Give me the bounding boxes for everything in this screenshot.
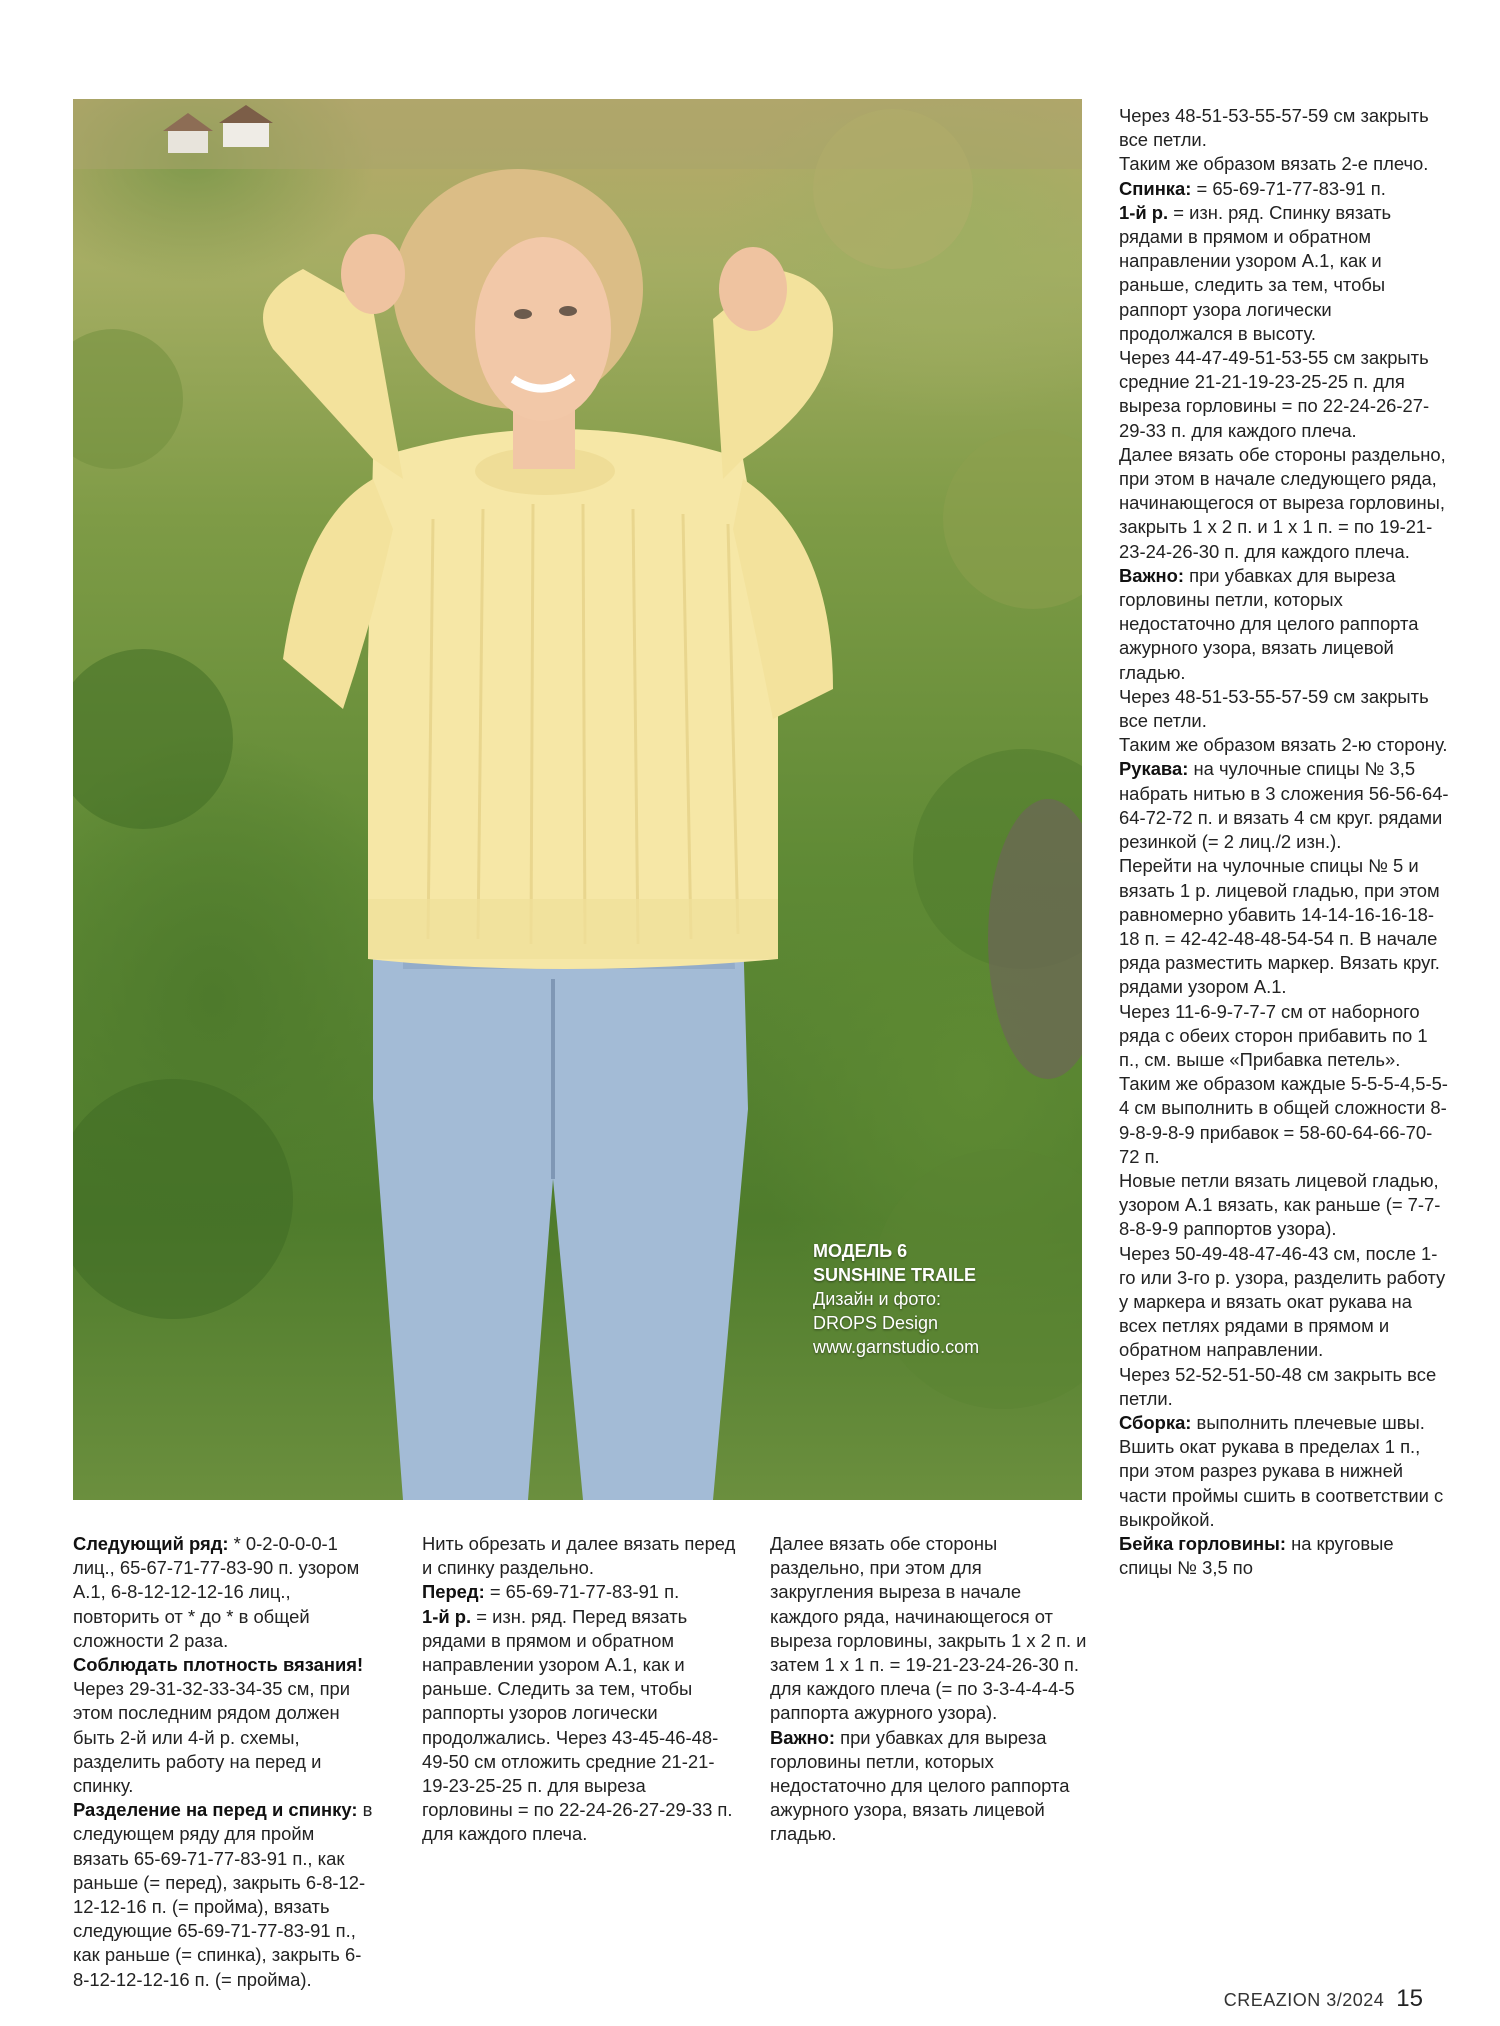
paragraph [422, 1580, 740, 1604]
credit-label: Дизайн и фото: [813, 1289, 942, 1309]
paragraph [422, 1532, 740, 1580]
paragraph [1119, 152, 1449, 176]
page-number: 15 [1396, 1985, 1423, 2012]
paragraph [1119, 177, 1449, 201]
paragraph [1119, 733, 1449, 757]
paragraph [1119, 104, 1449, 152]
paragraph [422, 1605, 740, 1847]
paragraph-heading: 1-й р. [422, 1605, 472, 1627]
paragraph-text: Далее вязать обе стороны раздельно, при этом для закругления выреза в начале каждого ряда, начинающегося от выреза горловины, закрыть 1 х 2 п. и затем 1 х 1 п. = 19-21-23-24-26-30 п. для каждого плеча (= по 3-3-4-4-4-5 раппорта ажурного узора). [770, 1533, 1087, 1724]
paragraph-heading: Рукава: [1119, 758, 1189, 780]
paragraph [1119, 1000, 1449, 1073]
paragraph-text: = изн. ряд. Спинку вязать рядами в прямом и обратном направлении узором A.1, как и раньше, следить за тем, чтобы раппорт узора логически продолжался в высоту. [1119, 201, 1392, 344]
paragraph-text: на круговые спицы № 3,5 по [1119, 1532, 1394, 1579]
paragraph-text: Через 50-49-48-47-46-43 см, после 1-го или 3-го р. узора, разделить работу у маркера и вязать окат рукава на всех петлях рядами в прямом и обратном направлении. [1119, 1242, 1446, 1361]
paragraph-text: Через 48-51-53-55-57-59 см закрыть все петли. [1119, 105, 1429, 151]
paragraph-text: на чулочные спицы № 3,5 набрать нитью в 3 сложения 56-56-64-64-72-72 п. и вязать 4 см круг. рядами резинкой (= 2 лиц./2 изн.). [1119, 758, 1449, 853]
paragraph-heading: Важно: [1119, 564, 1185, 586]
paragraph [770, 1532, 1088, 1726]
paragraph-text: * 0-2-0-0-0-1 лиц., 65-67-71-77-83-90 п. узором A.1, 6-8-12-12-12-16 лиц., повторить от * до * в общей сложности 2 раза. [73, 1533, 360, 1651]
paragraph-text: Новые петли вязать лицевой гладью, узором A.1 вязать, как раньше (= 7-7-8-8-9-9 раппортов узора). [1119, 1169, 1441, 1240]
model-name: SUNSHINE TRAILE [813, 1265, 977, 1285]
paragraph-text: в следующем ряду для пройм вязать 65-69-71-77-83-91 п., как раньше (= перед), закрыть 6-8-12-12-12-16 п. (= пройма), вязать следующие 65-69-71-77-83-91 п., как раньше (= спинка), закрыть 6-8-12-12-12-16 п. (= пройма). [73, 1799, 373, 1990]
text-column-2 [422, 1532, 740, 1847]
paragraph [1119, 346, 1449, 443]
paragraph-text: Через 44-47-49-51-53-55 см закрыть средние 21-21-19-23-25-25 п. для выреза горловины = по 22-24-26-27-29-33 п. для каждого плеча. [1119, 347, 1430, 441]
paragraph-heading: Следующий ряд: [73, 1533, 229, 1554]
paragraph-text: при убавках для выреза горловины петли, которых недостаточно для целого раппорта ажурного узора, вязать лицевой гладью. [770, 1726, 1070, 1845]
text-column-4 [1119, 104, 1449, 1580]
paragraph-text: Далее вязать обе стороны раздельно, при этом в начале следующего ряда, начинающегося от выреза горловины, закрыть 1 х 2 п. и 1 х 1 п. = по 19-21-23-24-26-30 п. для каждого плеча. [1119, 443, 1446, 562]
paragraph-text: выполнить плечевые швы. Вшить окат рукава в пределах 1 п., при этом разрез рукава в нижней части проймы сшить в соответствии с выкройкой. [1119, 1411, 1444, 1530]
page-footer [1224, 1985, 1423, 2015]
paragraph-text: при убавках для выреза горловины петли, которых недостаточно для целого раппорта ажурного узора, вязать лицевой гладью. [1119, 564, 1419, 683]
paragraph [1119, 757, 1449, 854]
paragraph-heading: Сборка: [1119, 1411, 1192, 1433]
website-url: www.garnstudio.com [813, 1337, 980, 1357]
paragraph [73, 1532, 373, 1653]
text-column-3 [770, 1532, 1088, 1847]
paragraph-text: Через 52-52-51-50-48 см закрыть все петли. [1119, 1363, 1437, 1409]
paragraph [1119, 1169, 1449, 1242]
paragraph-heading: Бейка горловины: [1119, 1532, 1286, 1554]
paragraph-text: Таким же образом вязать 2-е плечо. [1119, 153, 1429, 175]
paragraph-text: Через 48-51-53-55-57-59 см закрыть все петли. [1119, 685, 1429, 732]
paragraph [73, 1653, 373, 1677]
paragraph-heading: Соблюдать плотность вязания! [73, 1654, 364, 1676]
paragraph [1119, 685, 1449, 733]
paragraph-text: Через 29-31-32-33-34-35 см, при этом последним рядом должен быть 2-й или 4-й р. схемы, разделить работу на перед и спинку. [73, 1678, 351, 1797]
paragraph-heading: Важно: [770, 1726, 836, 1748]
text-column-1 [73, 1532, 373, 1992]
paragraph [1119, 564, 1449, 685]
photo-caption [813, 1239, 1073, 1359]
paragraph [770, 1726, 1088, 1847]
paragraph-text: Нить обрезать и далее вязать перед и спинку раздельно. [422, 1533, 736, 1579]
brand-name: DROPS Design [813, 1313, 939, 1333]
paragraph [1119, 854, 1449, 999]
paragraph-text: = изн. ряд. Перед вязать рядами в прямом и обратном направлении узором A.1, как и раньше. Следить за тем, чтобы раппорты узоров логически продолжались. Через 43-45-46-48-49-50 см отложить средние 21-21-19-23-25-25 п. для выреза горловины = по 22-24-26-27-29-33 п. для каждого плеча. [422, 1605, 733, 1845]
paragraph-text: Через 11-6-9-7-7-7 см от наборного ряда с обеих сторон прибавить по 1 п., см. выше «Прибавка петель». [1119, 1000, 1428, 1070]
paragraph-heading: Спинка: [1119, 177, 1192, 199]
paragraph [1119, 443, 1449, 564]
paragraph [73, 1798, 373, 1992]
paragraph [1119, 1363, 1449, 1411]
paragraph-text: Перейти на чулочные спицы № 5 и вязать 1 р. лицевой гладью, при этом равномерно убавить 14-14-16-16-18-18 п. = 42-42-48-48-54-54 п. В начале ряда разместить маркер. Вязать круг. рядами узором A.1. [1119, 855, 1440, 998]
paragraph-heading: 1-й р. [1119, 201, 1169, 223]
paragraph-heading: Перед: [422, 1581, 485, 1603]
paragraph [1119, 1411, 1449, 1532]
magazine-issue: CREAZION 3/2024 [1223, 1990, 1385, 2010]
paragraph-text: Таким же образом вязать 2-ю сторону. [1119, 734, 1448, 756]
paragraph [1119, 1242, 1449, 1363]
model-number: МОДЕЛЬ 6 [813, 1241, 908, 1261]
paragraph [73, 1677, 373, 1798]
model-photo [73, 99, 1082, 1500]
paragraph-heading: Разделение на перед и спинку: [73, 1799, 358, 1821]
paragraph-text: = 65-69-71-77-83-91 п. [1191, 177, 1386, 199]
paragraph [1119, 201, 1449, 346]
paragraph [1119, 1532, 1449, 1580]
paragraph [1119, 1072, 1449, 1169]
paragraph-text: Таким же образом каждые 5-5-5-4,5-5-4 см выполнить в общей сложности 8-9-8-9-8-9 прибавок = 58-60-64-66-70-72 п. [1119, 1073, 1448, 1167]
paragraph-text: = 65-69-71-77-83-91 п. [484, 1581, 680, 1603]
